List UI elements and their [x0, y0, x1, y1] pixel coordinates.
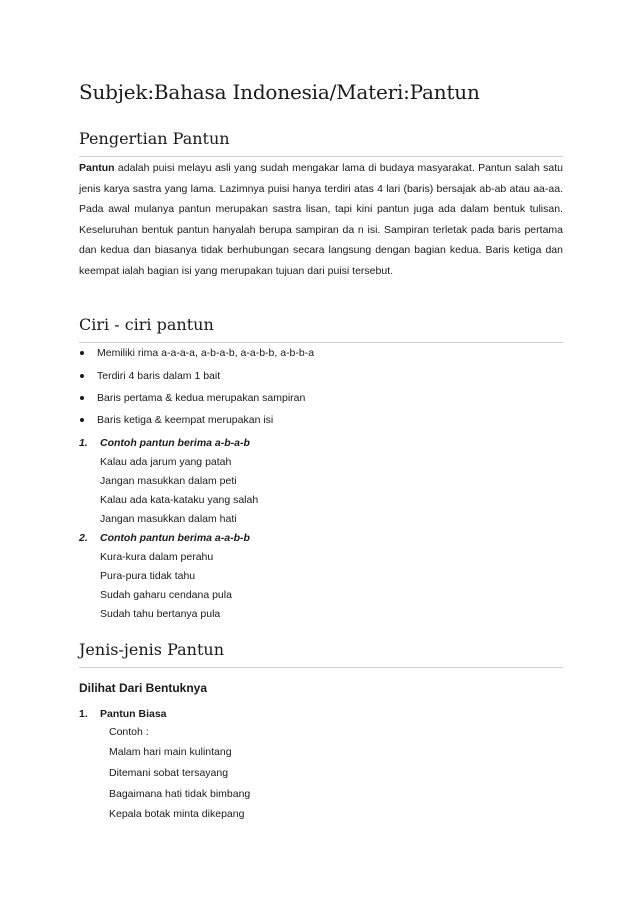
contoh-label: Contoh : [109, 726, 149, 738]
poem-line: Jangan masukkan dalam hati [100, 513, 237, 525]
list-number: 1. [79, 708, 88, 720]
poem-line: Malam hari main kulintang [109, 746, 232, 758]
poem-line: Kalau ada jarum yang patah [100, 456, 232, 468]
poem-line: Sudah tahu bertanya pula [100, 608, 221, 620]
heading-jenis: Jenis-jenis Pantun [79, 640, 224, 659]
paragraph-lead: Pantun [79, 162, 115, 174]
divider [79, 342, 563, 343]
bullet-icon [80, 351, 84, 355]
divider [79, 156, 563, 157]
poem-line: Kura-kura dalam perahu [100, 551, 214, 563]
poem-line: Jangan masukkan dalam peti [100, 475, 237, 487]
heading-ciri: Ciri - ciri pantun [79, 315, 214, 334]
subheading-bentuk: Dilihat Dari Bentuknya [79, 681, 208, 695]
page-title: Subjek:Bahasa Indonesia/Materi:Pantun [79, 80, 480, 104]
example-label: Contoh pantun berima a-a-b-b [100, 532, 250, 544]
divider [79, 667, 563, 668]
poem-line: Ditemani sobat tersayang [109, 767, 229, 779]
poem-line: Kepala botak minta dikepang [109, 808, 245, 820]
bullet-icon [80, 396, 84, 400]
heading-pengertian: Pengertian Pantun [79, 129, 230, 148]
paragraph-body: adalah puisi melayu asli yang sudah mengakar lama di budaya masyarakat. Pantun salah satu jenis karya sastra yang lama. Lazimnya puisi hanya terdiri atas 4 lari (baris) bersajak ab-ab atau aa-aa. Pada awal mulanya pantun merupakan sastra lisan, tapi kini pantun juga ada dalam bentuk tulisan. Keseluruhan bentuk pantun hanyalah berupa sampiran da n isi. Sampiran terletak pada baris pertama dan kedua dan biasanya tidak berhubungan secara langsung dengan bagian kedua. Baris ketiga dan keempat ialah bagian isi yang merupakan tujuan dari puisi tersebut. [79, 162, 563, 277]
poem-line: Sudah gaharu cendana pula [100, 589, 232, 601]
poem-line: Kalau ada kata-kataku yang salah [100, 494, 259, 506]
example-number: 1. [79, 437, 88, 449]
bullet-icon [80, 374, 84, 378]
example-number: 2. [79, 532, 88, 544]
poem-line: Pura-pura tidak tahu [100, 570, 196, 582]
paragraph-pengertian [79, 158, 563, 282]
poem-line: Bagaimana hati tidak bimbang [109, 788, 251, 800]
bullet-icon [80, 418, 84, 422]
example-label: Contoh pantun berima a-b-a-b [100, 437, 250, 449]
list-item-label: Pantun Biasa [100, 708, 167, 720]
